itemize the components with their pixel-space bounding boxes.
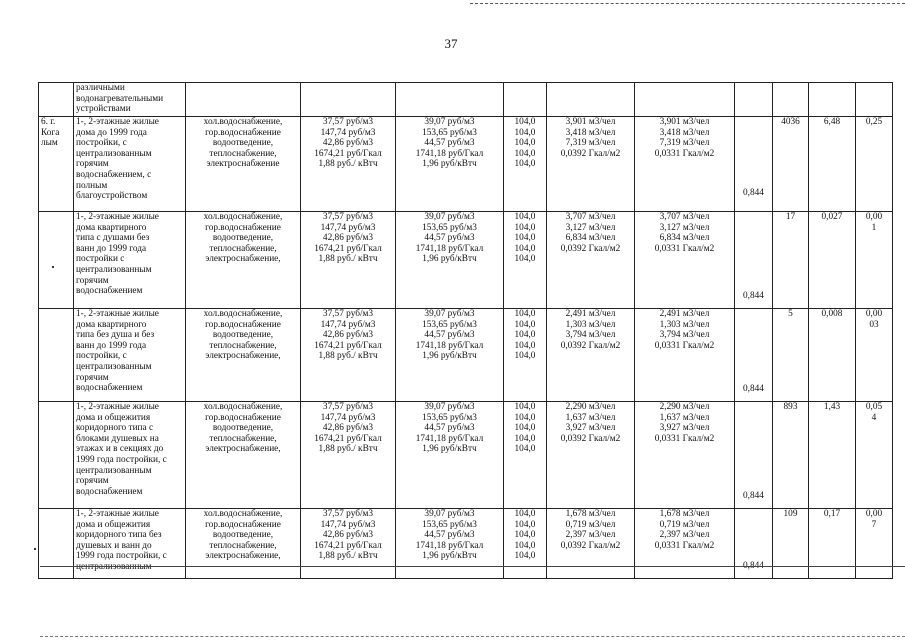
- text-line: 1-, 2-этажные жилые: [76, 309, 159, 319]
- cell-value-1: [773, 117, 809, 212]
- cell-location: [39, 83, 74, 117]
- text-line: 153,65 руб/м3: [422, 519, 477, 530]
- cell-value: 893: [783, 402, 798, 412]
- cell-norm-2: [635, 117, 735, 212]
- text-line: 1999 года постройки, с: [76, 551, 167, 562]
- text-line: 104,0: [514, 444, 536, 455]
- cell-coefficient: [735, 83, 773, 117]
- text-line: 1674,21 руб/Гкал: [314, 243, 382, 254]
- cell-services: [186, 402, 301, 509]
- text-line: 2,397 м3/чел: [565, 530, 616, 541]
- text-line: 3,927 м3/чел: [565, 423, 616, 434]
- table-row: [39, 117, 893, 212]
- text-line: 39,07 руб/м3: [424, 117, 475, 127]
- cell-value-3: [856, 309, 893, 402]
- text-line: электроснабжение,: [205, 351, 281, 362]
- cell-coefficient: [735, 509, 773, 579]
- text-line: 1741,18 руб/Гкал: [415, 540, 484, 551]
- cell-index: [504, 309, 547, 402]
- text-line: водоснабжением: [76, 383, 143, 394]
- text-line: 1,88 руб./ кВтч: [318, 254, 378, 265]
- text-line: централизованным: [76, 148, 152, 159]
- text-line: водоотведение,: [212, 138, 274, 149]
- cell-description: [74, 309, 186, 402]
- cell-tariff-2: [396, 402, 504, 509]
- cell-tariff-1: [301, 212, 396, 309]
- cell-tariff-1: [301, 83, 396, 117]
- text-line: хол.водоснабжение,: [203, 402, 283, 412]
- text-line: 1741,18 руб/Гкал: [415, 243, 484, 254]
- text-line: 1,96 руб/кВтч: [422, 551, 477, 562]
- text-line: 1,303 м3/чел: [565, 319, 616, 330]
- cell-value-2: [809, 309, 856, 402]
- text-line: 147,74 руб/м3: [320, 519, 376, 530]
- text-line: 1,678 м3/чел: [659, 509, 710, 519]
- text-line: 3,901 м3/чел: [565, 117, 616, 127]
- text-line: 104,0: [514, 509, 536, 519]
- text-line: дома квартирного: [76, 222, 147, 233]
- text-line: 3,418 м3/чел: [659, 127, 710, 138]
- text-line: ванн до 1999 года: [76, 340, 147, 351]
- text-line: гор.водоснабжение: [205, 319, 281, 330]
- text-line: водоотведение,: [212, 530, 274, 541]
- text-line: 147,74 руб/м3: [320, 319, 376, 330]
- cell-value: 0,17: [823, 509, 841, 519]
- cell-norm-1: [547, 402, 635, 509]
- text-line: 2,290 м3/чел: [565, 402, 616, 412]
- scan-edge-bottom: [40, 636, 905, 637]
- text-line: 104,0: [514, 319, 536, 330]
- cell-coefficient: [735, 402, 773, 509]
- text-line: 42,86 руб/м3: [322, 233, 374, 244]
- cell-value-3: [856, 117, 893, 212]
- text-line: 104,0: [514, 412, 536, 423]
- text-line: 0,00: [865, 212, 883, 222]
- text-line: 1674,21 руб/Гкал: [314, 540, 382, 551]
- text-line: хол.водоснабжение,: [203, 212, 283, 222]
- text-line: 1741,18 руб/Гкал: [415, 340, 484, 351]
- text-line: 0,0331 Гкал/м2: [654, 540, 715, 551]
- text-line: 1,96 руб/кВтч: [422, 351, 477, 362]
- text-line: водоснабжением: [76, 286, 143, 297]
- cell-tariff-2: [396, 309, 504, 402]
- scan-speck: [52, 266, 54, 268]
- cell-tariff-2: [396, 212, 504, 309]
- cell-value: 0,844: [743, 491, 764, 502]
- text-line: теплоснабжение,: [209, 243, 277, 254]
- text-line: 1,88 руб./ кВтч: [318, 551, 378, 562]
- text-line: коридорного типа с: [76, 423, 154, 434]
- cell-tariff-1: [301, 509, 396, 579]
- cell-norm-1: [547, 83, 635, 117]
- cell-value: 0,027: [821, 212, 843, 222]
- text-line: 2,491 м3/чел: [565, 309, 616, 319]
- text-line: 1,88 руб./ кВтч: [318, 444, 378, 455]
- text-line: 0,719 м3/чел: [565, 519, 616, 530]
- text-line: 2,290 м3/чел: [659, 402, 710, 412]
- text-line: 0,0392 Гкал/м2: [560, 148, 621, 159]
- cell-value-2: [809, 117, 856, 212]
- text-line: 1,637 м3/чел: [659, 412, 710, 423]
- table-row: [39, 402, 893, 509]
- text-line: водоснабжением, с: [76, 169, 152, 180]
- text-line: 1-, 2-этажные жилые: [76, 402, 159, 412]
- text-line: 0,00: [865, 509, 883, 519]
- text-line: централизованным: [76, 361, 152, 372]
- cell-value-2: [809, 83, 856, 117]
- cell-value: 0,844: [743, 561, 764, 572]
- cell-value: 1,43: [823, 402, 841, 412]
- text-line: 104,0: [514, 551, 536, 562]
- scan-speck: [34, 548, 36, 550]
- text-line: 104,0: [514, 309, 536, 319]
- tariff-table: [38, 82, 893, 579]
- text-line: теплоснабжение,: [209, 340, 277, 351]
- page-rule: [40, 566, 905, 567]
- text-line: 1-, 2-этажные жилые: [76, 212, 159, 222]
- text-line: 0,00: [865, 309, 883, 319]
- text-line: 147,74 руб/м3: [320, 127, 376, 138]
- text-line: электроснабжение: [206, 159, 280, 170]
- text-line: 3,127 м3/чел: [659, 222, 710, 233]
- text-line: 0,0392 Гкал/м2: [560, 243, 621, 254]
- cell-services: [186, 309, 301, 402]
- text-line: 3,707 м3/чел: [659, 212, 710, 222]
- text-line: водоснабжением: [76, 486, 143, 497]
- text-line: 37,57 руб/м3: [322, 117, 374, 127]
- text-line: 42,86 руб/м3: [322, 423, 374, 434]
- text-line: электроснабжение,: [205, 254, 281, 265]
- cell-coefficient: [735, 309, 773, 402]
- text-line: водоотведение,: [212, 330, 274, 341]
- text-line: дома и общежития: [76, 412, 151, 423]
- cell-value-3: [856, 212, 893, 309]
- text-line: хол.водоснабжение,: [203, 117, 283, 127]
- text-line: 1,88 руб./ кВтч: [318, 351, 378, 362]
- text-line: 44,57 руб/м3: [424, 530, 475, 541]
- text-line: 104,0: [514, 423, 536, 434]
- cell-description: [74, 212, 186, 309]
- text-line: 1-, 2-этажные жилые: [76, 117, 159, 127]
- cell-value: 4036: [781, 117, 800, 127]
- text-line: дома и общежития: [76, 519, 151, 530]
- text-line: горячим: [76, 476, 109, 487]
- text-line: дома до 1999 года: [76, 127, 147, 138]
- cell-value-2: [809, 509, 856, 579]
- text-line: 3,707 м3/чел: [565, 212, 616, 222]
- text-line: 0,0331 Гкал/м2: [654, 243, 715, 254]
- text-line: 1674,21 руб/Гкал: [314, 340, 382, 351]
- text-line: 39,07 руб/м3: [424, 212, 475, 222]
- cell-norm-2: [635, 309, 735, 402]
- cell-description: различными водонагревательными устройствами: [74, 83, 186, 117]
- text-line: 1,88 руб./ кВтч: [318, 159, 378, 170]
- text-line: 4: [871, 412, 877, 423]
- text-line: 6,834 м3/чел: [565, 233, 616, 244]
- cell-description: [74, 117, 186, 212]
- cell-value-1: [773, 509, 809, 579]
- cell-norm-2: [635, 402, 735, 509]
- text-line: 104,0: [514, 540, 536, 551]
- text-line: теплоснабжение,: [209, 433, 277, 444]
- text-line: 2,491 м3/чел: [659, 309, 710, 319]
- text-line: 1,96 руб/кВтч: [422, 254, 477, 265]
- text-line: Кога: [41, 127, 60, 138]
- text-line: электроснабжение,: [205, 444, 281, 455]
- text-line: централизованным: [76, 561, 152, 572]
- text-line: 104,0: [514, 254, 536, 265]
- text-line: 0,0331 Гкал/м2: [654, 433, 715, 444]
- cell-value-2: [809, 212, 856, 309]
- cell-norm-1: [547, 509, 635, 579]
- text-line: электроснабжение,: [205, 551, 281, 562]
- cell-tariff-1: [301, 309, 396, 402]
- cell-value-3: [856, 83, 893, 117]
- cell-value: 0,844: [743, 291, 764, 302]
- text-line: 104,0: [514, 212, 536, 222]
- cell-index: [504, 212, 547, 309]
- text-line: хол.водоснабжение,: [203, 309, 283, 319]
- text-line: водоотведение,: [212, 423, 274, 434]
- text-line: горячим: [76, 159, 109, 170]
- cell-value-1: [773, 212, 809, 309]
- cell-tariff-1: [301, 117, 396, 212]
- cell-norm-1: [547, 212, 635, 309]
- text-line: 3,418 м3/чел: [565, 127, 616, 138]
- text-line: 104,0: [514, 519, 536, 530]
- text-line: 104,0: [514, 222, 536, 233]
- cell-index: [504, 117, 547, 212]
- text-line: постройки, с: [76, 351, 127, 362]
- text-line: гор.водоснабжение: [205, 127, 281, 138]
- continuation-row: [39, 83, 893, 117]
- text-line: 37,57 руб/м3: [322, 212, 374, 222]
- text-line: блоками душевых на: [76, 433, 159, 444]
- text-line: 37,57 руб/м3: [322, 402, 374, 412]
- text-line: 0,0392 Гкал/м2: [560, 433, 621, 444]
- cell-norm-1: [547, 117, 635, 212]
- text-line: 1: [871, 222, 877, 233]
- text-line: 3,794 м3/чел: [565, 330, 616, 341]
- cell-location: [39, 117, 74, 212]
- text-line: 0,0331 Гкал/м2: [654, 340, 715, 351]
- text-line: 39,07 руб/м3: [424, 309, 475, 319]
- text-line: теплоснабжение,: [209, 148, 277, 159]
- text-line: 39,07 руб/м3: [424, 402, 475, 412]
- text-line: 104,0: [514, 402, 536, 412]
- text-line: 3,794 м3/чел: [659, 330, 710, 341]
- text-line: 42,86 руб/м3: [322, 330, 374, 341]
- text-line: этажах и в секциях до: [76, 444, 164, 455]
- cell-norm-2: [635, 83, 735, 117]
- text-line: 44,57 руб/м3: [424, 233, 475, 244]
- text-line: душевых и ванн до: [76, 540, 152, 551]
- text-line: 104,0: [514, 138, 536, 149]
- text-line: 153,65 руб/м3: [422, 127, 477, 138]
- text-line: 104,0: [514, 159, 536, 170]
- text-line: 42,86 руб/м3: [322, 530, 374, 541]
- text-line: теплоснабжение,: [209, 540, 277, 551]
- table-row: [39, 212, 893, 309]
- cell-services: [186, 509, 301, 579]
- text-line: 3,927 м3/чел: [659, 423, 710, 434]
- text-line: 39,07 руб/м3: [424, 509, 475, 519]
- text-line: типа без душа и без: [76, 330, 155, 341]
- cell-services: [186, 83, 301, 117]
- cell-value-2: [809, 402, 856, 509]
- cell-norm-1: [547, 309, 635, 402]
- text-line: 3,901 м3/чел: [659, 117, 710, 127]
- cell-value-3: [856, 509, 893, 579]
- text-line: гор.водоснабжение: [205, 222, 281, 233]
- text-line: 1,678 м3/чел: [565, 509, 616, 519]
- text-line: горячим: [76, 275, 109, 286]
- text-line: благоустройством: [76, 191, 148, 202]
- cell-location: [39, 402, 74, 509]
- text-line: 104,0: [514, 351, 536, 362]
- text-line: 1674,21 руб/Гкал: [314, 148, 382, 159]
- text-line: гор.водоснабжение: [205, 519, 281, 530]
- text-line: 6,834 м3/чел: [659, 233, 710, 244]
- text-line: 147,74 руб/м3: [320, 412, 376, 423]
- text-line: 0,05: [865, 402, 883, 412]
- cell-value-3: [856, 402, 893, 509]
- cell-value: 17: [785, 212, 796, 222]
- text-line: 153,65 руб/м3: [422, 222, 477, 233]
- text-line: 104,0: [514, 330, 536, 341]
- text-line: лым: [41, 138, 58, 149]
- text-line: 7: [871, 519, 877, 530]
- page-number: 37: [444, 36, 458, 51]
- text-line: 2,397 м3/чел: [659, 530, 710, 541]
- cell-value: 0,844: [743, 188, 764, 199]
- cell-tariff-2: [396, 83, 504, 117]
- cell-coefficient: [735, 212, 773, 309]
- cell-value: 0,844: [743, 384, 764, 395]
- text-line: постройки с: [76, 254, 125, 265]
- text-line: 37,57 руб/м3: [322, 509, 374, 519]
- cell-value: 5: [788, 309, 793, 319]
- cell-value: 109: [783, 509, 798, 519]
- text-line: 1,303 м3/чел: [659, 319, 710, 330]
- cell-norm-2: [635, 212, 735, 309]
- cell-value-1: [773, 83, 809, 117]
- text-line: хол.водоснабжение,: [203, 509, 283, 519]
- cell-norm-2: [635, 509, 735, 579]
- text-line: 1,96 руб/кВтч: [422, 159, 477, 170]
- text-line: 1741,18 руб/Гкал: [415, 148, 484, 159]
- text-line: 147,74 руб/м3: [320, 222, 376, 233]
- cell-tariff-1: [301, 402, 396, 509]
- text-line: 0,25: [865, 117, 883, 127]
- text-line: коридорного типа без: [76, 530, 162, 541]
- text-line: 104,0: [514, 233, 536, 244]
- text-line: горячим: [76, 372, 109, 383]
- scan-edge-top: [470, 3, 905, 4]
- text-line: 44,57 руб/м3: [424, 423, 475, 434]
- text-line: типа с душами без: [76, 233, 150, 244]
- text-line: 104,0: [514, 530, 536, 541]
- text-line: 3,127 м3/чел: [565, 222, 616, 233]
- text-line: 7,319 м3/чел: [565, 138, 616, 149]
- cell-index: [504, 509, 547, 579]
- text-line: 1741,18 руб/Гкал: [415, 433, 484, 444]
- text-line: 6. г.: [41, 117, 56, 127]
- text-line: 153,65 руб/м3: [422, 412, 477, 423]
- text-line: 0,0392 Гкал/м2: [560, 340, 621, 351]
- cell-location: [39, 309, 74, 402]
- text-line: централизованным: [76, 465, 152, 476]
- cell-index: [504, 402, 547, 509]
- cell-tariff-2: [396, 509, 504, 579]
- text-line: централизованным: [76, 264, 152, 275]
- cell-value: 6,48: [823, 117, 841, 127]
- text-line: постройки, с: [76, 138, 127, 149]
- cell-tariff-2: [396, 117, 504, 212]
- text-line: 44,57 руб/м3: [424, 330, 475, 341]
- text-line: 104,0: [514, 243, 536, 254]
- cell-description: [74, 402, 186, 509]
- cell-services: [186, 117, 301, 212]
- cell-location: [39, 212, 74, 309]
- text-line: полным: [76, 180, 108, 191]
- cell-services: [186, 212, 301, 309]
- text-line: 0,0331 Гкал/м2: [654, 148, 715, 159]
- text-line: 104,0: [514, 433, 536, 444]
- text-line: 7,319 м3/чел: [659, 138, 710, 149]
- text-line: водоотведение,: [212, 233, 274, 244]
- text-line: 03: [869, 319, 879, 330]
- text-line: 0,0392 Гкал/м2: [560, 540, 621, 551]
- text-line: 44,57 руб/м3: [424, 138, 475, 149]
- cell-index: [504, 83, 547, 117]
- text-line: 104,0: [514, 117, 536, 127]
- text-line: 104,0: [514, 127, 536, 138]
- cell-value-1: [773, 309, 809, 402]
- cell-value-1: [773, 402, 809, 509]
- text-line: 42,86 руб/м3: [322, 138, 374, 149]
- text-line: гор.водоснабжение: [205, 412, 281, 423]
- text-line: 0,719 м3/чел: [659, 519, 710, 530]
- text-line: 1674,21 руб/Гкал: [314, 433, 382, 444]
- table-row: [39, 509, 893, 579]
- cell-coefficient: [735, 117, 773, 212]
- text-line: 104,0: [514, 340, 536, 351]
- text-line: дома квартирного: [76, 319, 147, 330]
- text-line: 104,0: [514, 148, 536, 159]
- text-line: 1,96 руб/кВтч: [422, 444, 477, 455]
- cell-value: 0,008: [821, 309, 843, 319]
- text-line: ванн до 1999 года: [76, 243, 147, 254]
- table-row: [39, 309, 893, 402]
- text-line: 1-, 2-этажные жилые: [76, 509, 159, 519]
- text-line: 1,637 м3/чел: [565, 412, 616, 423]
- text-line: 153,65 руб/м3: [422, 319, 477, 330]
- cell-description: [74, 509, 186, 579]
- cell-location: [39, 509, 74, 579]
- text-line: 37,57 руб/м3: [322, 309, 374, 319]
- text-line: 1999 года постройки, с: [76, 454, 167, 465]
